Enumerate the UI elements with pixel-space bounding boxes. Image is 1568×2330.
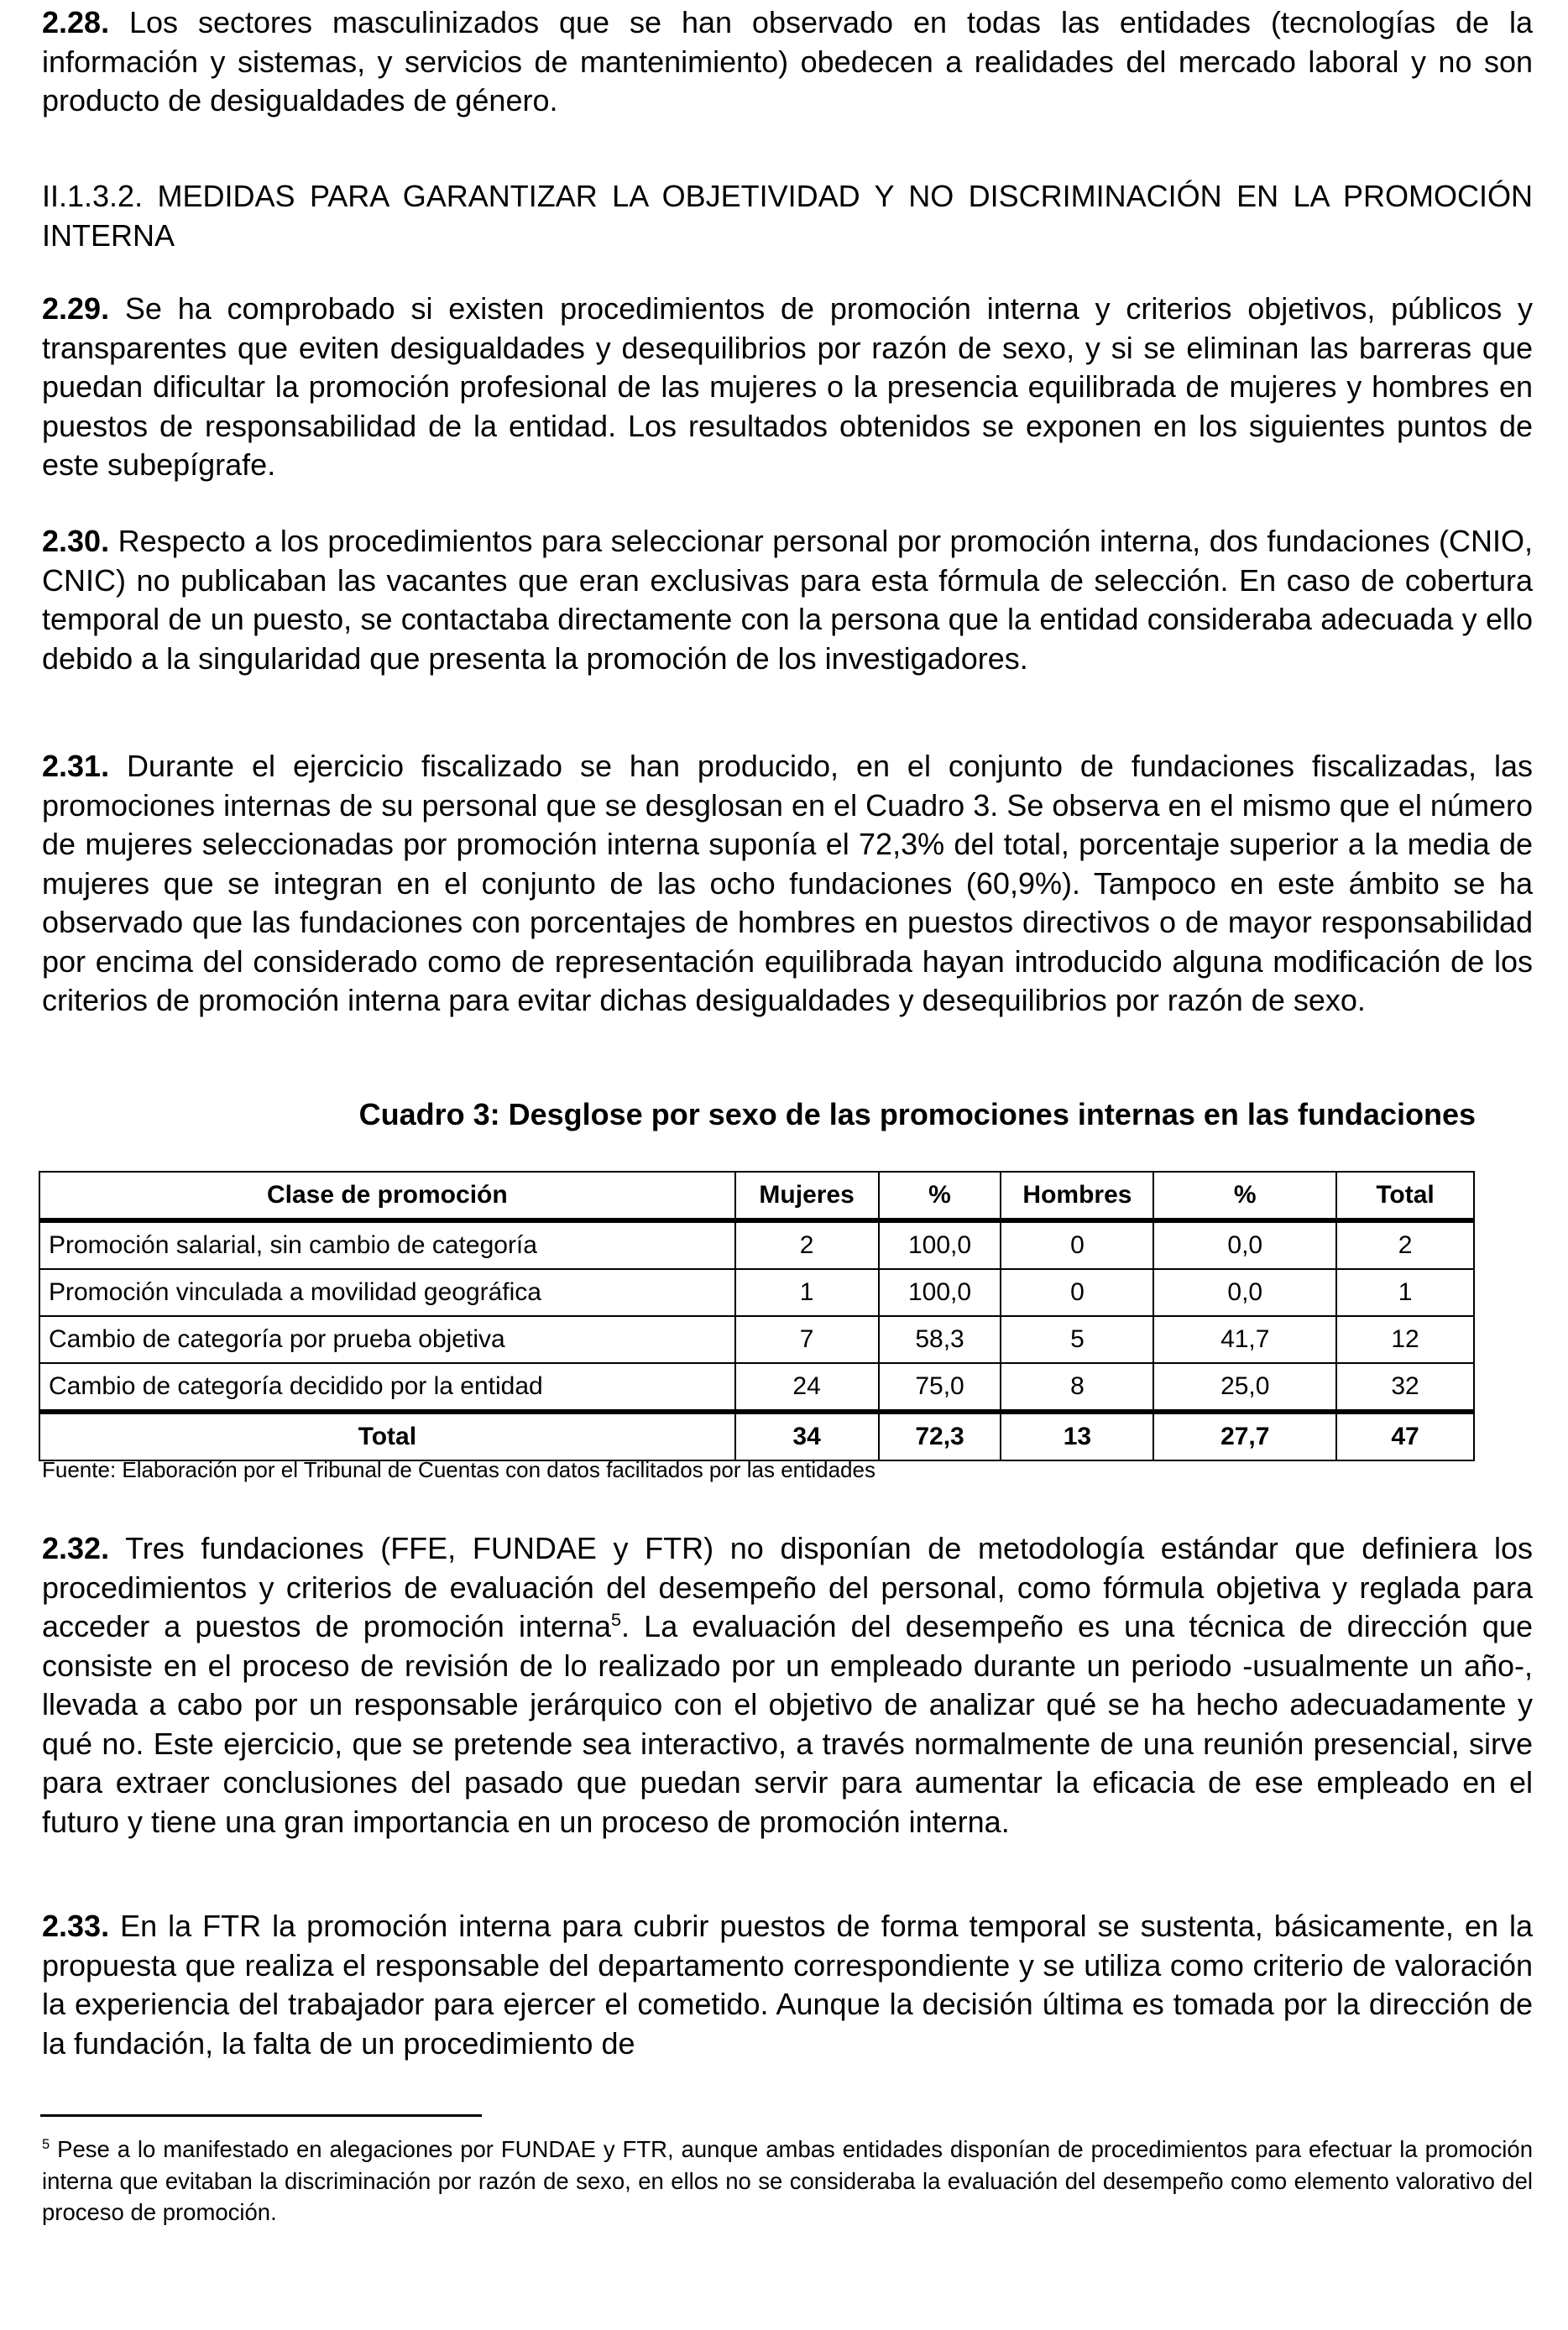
paragraph-2-28	[42, 3, 1533, 121]
footnote-reference[interactable]: 5	[611, 1609, 622, 1630]
paragraph-text-continued: . La evaluación del desempeño es una técnica de dirección que consiste en el proceso de revisión de lo realizado por un empleado durante un periodo -usualmente un año-, llevada a cabo por un responsable jerárquico con el objetivo de analizar qué se ha hecho adecuadamente y qué no. Este ejercicio, que se pretende sea interactivo, a través normalmente de una reunión presencial, sirve para extraer conclusiones del pasado que puedan servir para aumentar la eficacia de ese empleado en el futuro y tiene una gran importancia en un proceso de promoción interna.	[42, 1609, 1533, 1839]
table-source-note: Fuente: Elaboración por el Tribunal de Cuentas con datos facilitados por las entidades	[42, 1457, 875, 1482]
footnote-mark: 5	[42, 2136, 50, 2152]
table-cell: 41,7	[1153, 1316, 1336, 1363]
paragraph-text: Se ha comprobado si existen procedimientos de promoción interna y criterios objetivos, públicos y transparentes que eviten desigualdades y desequilibrios por razón de sexo, y si se eliminan las barreras que puedan dificultar la promoción profesional de las mujeres o la presencia equilibrada de mujeres y hombres en puestos de responsabilidad de la entidad. Los resultados obtenidos se exponen en los siguientes puntos de este subepígrafe.	[42, 291, 1533, 482]
table-row	[39, 1316, 1474, 1363]
paragraph-number: 2.31.	[42, 749, 110, 783]
table-cell: 2	[735, 1220, 879, 1269]
table-cell: 0,0	[1153, 1220, 1336, 1269]
paragraph-text: Tres fundaciones (FFE, FUNDAE y FTR) no disponían de metodología estándar que definiera los procedimientos y criterios de evaluación del desempeño del personal, como fórmula objetiva y reglada para acceder a puestos de promoción interna	[42, 1531, 1533, 1643]
table-cell: 24	[735, 1363, 879, 1412]
table-cell: Promoción salarial, sin cambio de categoría	[39, 1220, 735, 1269]
column-header: Mujeres	[735, 1172, 879, 1220]
table-cell: 0	[1001, 1269, 1153, 1316]
table-header-row	[39, 1172, 1474, 1220]
table-cell: 7	[735, 1316, 879, 1363]
footnote	[42, 2134, 1533, 2228]
column-header: Hombres	[1001, 1172, 1153, 1220]
promotions-table	[39, 1171, 1475, 1461]
table-cell: 1	[735, 1269, 879, 1316]
table-cell: 75,0	[879, 1363, 1001, 1412]
paragraph-text: Los sectores masculinizados que se han observado en todas las entidades (tecnologías de la información y sistemas, y servicios de mantenimiento) obedecen a realidades del mercado laboral y no son producto de desigualdades de género.	[42, 5, 1533, 118]
table-cell: Promoción vinculada a movilidad geográfica	[39, 1269, 735, 1316]
paragraph-2-31	[42, 747, 1533, 1021]
table-cell: 12	[1336, 1316, 1474, 1363]
table-row	[39, 1220, 1474, 1269]
table-cell: 27,7	[1153, 1412, 1336, 1460]
footnote-separator	[40, 2114, 482, 2117]
table-cell: 100,0	[879, 1269, 1001, 1316]
table-cell: 0	[1001, 1220, 1153, 1269]
footnote-text: Pese a lo manifestado en alegaciones por FUNDAE y FTR, aunque ambas entidades disponían de procedimientos para efectuar la promoción interna que evitaban la discriminación por razón de sexo, en ellos no se consideraba la evaluación del desempeño como elemento valorativo del proceso de promoción.	[42, 2136, 1533, 2225]
table-cell: Cambio de categoría decidido por la entidad	[39, 1363, 735, 1412]
paragraph-number: 2.28.	[42, 5, 110, 39]
paragraph-number: 2.30.	[42, 524, 110, 558]
table-cell: 2	[1336, 1220, 1474, 1269]
paragraph-2-29	[42, 290, 1533, 485]
column-header: %	[1153, 1172, 1336, 1220]
paragraph-2-32	[42, 1529, 1533, 1842]
table-cell: 47	[1336, 1412, 1474, 1460]
table-row	[39, 1269, 1474, 1316]
paragraph-2-30	[42, 522, 1533, 678]
paragraph-2-33	[42, 1907, 1533, 2063]
table-cell: 0,0	[1153, 1269, 1336, 1316]
table-cell: 72,3	[879, 1412, 1001, 1460]
paragraph-number: 2.33.	[42, 1909, 110, 1943]
paragraph-number: 2.32.	[42, 1531, 110, 1565]
table-cell: 1	[1336, 1269, 1474, 1316]
table-cell: 100,0	[879, 1220, 1001, 1269]
paragraph-text: Respecto a los procedimientos para seleccionar personal por promoción interna, dos fundaciones (CNIO, CNIC) no publicaban las vacantes que eran exclusivas para esta fórmula de selección. En caso de cobertura temporal de un puesto, se contactaba directamente con la persona que la entidad consideraba adecuada y ello debido a la singularidad que presenta la promoción de los investigadores.	[42, 524, 1533, 676]
paragraph-text: En la FTR la promoción interna para cubrir puestos de forma temporal se sustenta, básicamente, en la propuesta que realiza el responsable del departamento correspondiente y se utiliza como criterio de valoración la experiencia del trabajador para ejercer el cometido. Aunque la decisión última es tomada por la dirección de la fundación, la falta de un procedimiento de	[42, 1909, 1533, 2061]
table-cell: 8	[1001, 1363, 1153, 1412]
table-cell: 32	[1336, 1363, 1474, 1412]
table-cell: 5	[1001, 1316, 1153, 1363]
column-header: Clase de promoción	[39, 1172, 735, 1220]
table-caption: Cuadro 3: Desglose por sexo de las promociones internas en las fundaciones	[358, 1097, 1476, 1131]
table-cell: Total	[39, 1412, 735, 1460]
table-cell: 25,0	[1153, 1363, 1336, 1412]
table-total-row	[39, 1412, 1474, 1460]
paragraph-number: 2.29.	[42, 291, 110, 326]
table-cell: 34	[735, 1412, 879, 1460]
table-cell: 58,3	[879, 1316, 1001, 1363]
column-header: Total	[1336, 1172, 1474, 1220]
section-heading: II.1.3.2. MEDIDAS PARA GARANTIZAR LA OBJETIVIDAD Y NO DISCRIMINACIÓN EN LA PROMOCIÓN INTERNA	[42, 179, 1533, 253]
table-cell: 13	[1001, 1412, 1153, 1460]
table-row	[39, 1363, 1474, 1412]
table-cell: Cambio de categoría por prueba objetiva	[39, 1316, 735, 1363]
paragraph-text: Durante el ejercicio fiscalizado se han producido, en el conjunto de fundaciones fiscalizadas, las promociones internas de su personal que se desglosan en el Cuadro 3. Se observa en el mismo que el número de mujeres seleccionadas por promoción interna suponía el 72,3% del total, porcentaje superior a la media de mujeres que se integran en el conjunto de las ocho fundaciones (60,9%). Tampoco en este ámbito se ha observado que las fundaciones con porcentajes de hombres en puestos directivos o de mayor responsabilidad por encima del considerado como de representación equilibrada hayan introducido alguna modificación de los criterios de promoción interna para evitar dichas desigualdades y desequilibrios por razón de sexo.	[42, 749, 1533, 1017]
column-header: %	[879, 1172, 1001, 1220]
